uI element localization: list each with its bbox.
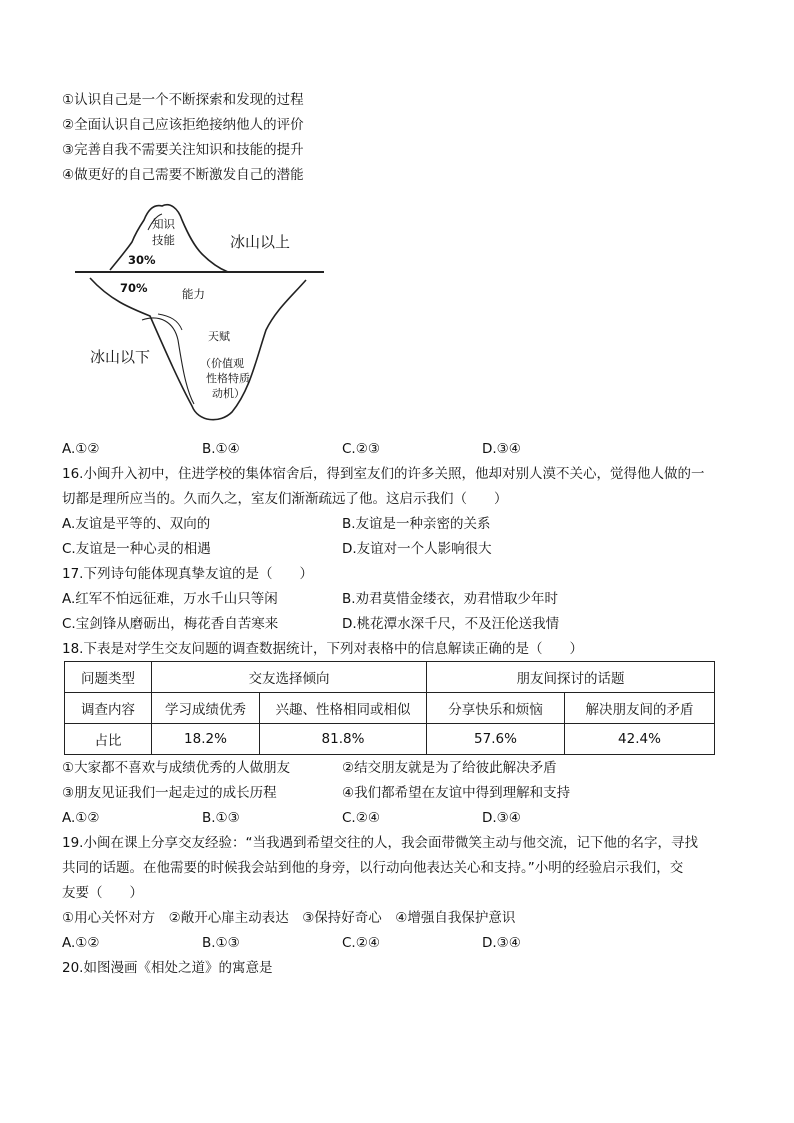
table-cell: 调查内容 bbox=[65, 693, 152, 724]
q16-option-a[interactable]: A.友谊是平等的、双向的 bbox=[62, 516, 211, 532]
survey-table bbox=[64, 661, 715, 755]
q19-statements: ①用心关怀对方 ②敞开心扉主动表达 ③保持好奇心 ④增强自我保护意识 bbox=[62, 910, 516, 926]
statement-4: ④做更好的自己需要不断激发自己的潜能 bbox=[62, 167, 304, 183]
q16-option-c[interactable]: C.友谊是一种心灵的相遇 bbox=[62, 541, 211, 557]
q19-stem-line-1: 19.小闽在课上分享交友经验：“当我遇到希望交往的人，我会面带微笑主动与他交流，记下他的名字，寻找 bbox=[62, 835, 698, 851]
q19-stem-line-2: 共同的话题。在他需要的时候我会站到他的身旁，以行动向他表达关心和支持。”小明的经验启示我们，交 bbox=[62, 860, 684, 876]
q18-option-a[interactable]: A.①② bbox=[62, 810, 100, 826]
q19-option-b[interactable]: B.①③ bbox=[202, 935, 240, 951]
label-motive: 动机） bbox=[212, 387, 245, 400]
table-cell: 问题类型 bbox=[65, 662, 152, 693]
q19-option-a[interactable]: A.①② bbox=[62, 935, 100, 951]
table-cell: 分享快乐和烦恼 bbox=[427, 693, 565, 724]
q15-option-b[interactable]: B.①④ bbox=[202, 441, 240, 457]
q20-stem: 20.如图漫画《相处之道》的寓意是 bbox=[62, 960, 273, 976]
statement-2: ②全面认识自己应该拒绝接纳他人的评价 bbox=[62, 117, 304, 133]
q18-statement-4: ④我们都希望在友谊中得到理解和支持 bbox=[342, 785, 571, 801]
q15-option-a[interactable]: A.①② bbox=[62, 441, 100, 457]
label-traits: 性格特质 bbox=[206, 372, 250, 385]
q19-option-d[interactable]: D.③④ bbox=[482, 935, 521, 951]
label-ability: 能力 bbox=[182, 287, 205, 301]
statement-3: ③完善自我不需要关注知识和技能的提升 bbox=[62, 142, 304, 158]
table-row bbox=[65, 693, 715, 724]
table-cell: 18.2% bbox=[152, 724, 260, 755]
table-row bbox=[65, 724, 715, 755]
q18-option-d[interactable]: D.③④ bbox=[482, 810, 521, 826]
label-skill: 技能 bbox=[152, 233, 175, 247]
q18-statement-3: ③朋友见证我们一起走过的成长历程 bbox=[62, 785, 277, 801]
table-cell: 57.6% bbox=[427, 724, 565, 755]
table-cell: 42.4% bbox=[565, 724, 715, 755]
label-knowledge: 知识 bbox=[152, 217, 175, 231]
q16-stem-line-2: 切都是理所应当的。久而久之，室友们渐渐疏远了他。这启示我们（ ） bbox=[62, 491, 508, 507]
iceberg-figure bbox=[70, 190, 340, 435]
q18-option-c[interactable]: C.②④ bbox=[342, 810, 380, 826]
q17-option-a[interactable]: A.红军不怕远征难，万水千山只等闲 bbox=[62, 591, 278, 607]
q18-statement-1: ①大家都不喜欢与成绩优秀的人做朋友 bbox=[62, 760, 291, 776]
label-below-iceberg: 冰山以下 bbox=[90, 348, 151, 366]
q18-statement-2: ②结交朋友就是为了给彼此解决矛盾 bbox=[342, 760, 557, 776]
q17-option-b[interactable]: B.劝君莫惜金缕衣，劝君惜取少年时 bbox=[342, 591, 559, 607]
q16-option-d[interactable]: D.友谊对一个人影响很大 bbox=[342, 541, 492, 557]
q17-stem: 17.下列诗句能体现真挚友谊的是（ ） bbox=[62, 566, 313, 582]
q15-option-c[interactable]: C.②③ bbox=[342, 441, 380, 457]
q19-option-c[interactable]: C.②④ bbox=[342, 935, 380, 951]
q17-option-d[interactable]: D.桃花潭水深千尺，不及汪伦送我情 bbox=[342, 616, 560, 632]
table-cell: 81.8% bbox=[260, 724, 427, 755]
label-values: （价值观 bbox=[200, 357, 244, 370]
q19-stem-line-3: 友要（ ） bbox=[62, 885, 143, 901]
label-pct-below: 70% bbox=[120, 281, 148, 295]
table-cell: 解决朋友间的矛盾 bbox=[565, 693, 715, 724]
table-cell: 学习成绩优秀 bbox=[152, 693, 260, 724]
q15-option-d[interactable]: D.③④ bbox=[482, 441, 521, 457]
table-row bbox=[65, 662, 715, 693]
table-cell: 交友选择倾向 bbox=[152, 662, 427, 693]
label-pct-above: 30% bbox=[128, 253, 156, 267]
q17-option-c[interactable]: C.宝剑锋从磨砺出，梅花香自苦寒来 bbox=[62, 616, 279, 632]
q18-stem: 18.下表是对学生交友问题的调查数据统计，下列对表格中的信息解读正确的是（ ） bbox=[62, 641, 583, 657]
q16-option-b[interactable]: B.友谊是一种亲密的关系 bbox=[342, 516, 491, 532]
label-talent: 天赋 bbox=[208, 330, 230, 343]
iceberg-inner-detail bbox=[158, 314, 182, 330]
table-cell: 朋友间探讨的话题 bbox=[427, 662, 715, 693]
table-cell: 兴趣、性格相同或相似 bbox=[260, 693, 427, 724]
q16-stem-line-1: 16.小闽升入初中，住进学校的集体宿舍后，得到室友们的许多关照，他却对别人漠不关心，觉得他人做的一 bbox=[62, 466, 705, 482]
label-above-iceberg: 冰山以上 bbox=[230, 233, 291, 251]
statement-1: ①认识自己是一个不断探索和发现的过程 bbox=[62, 92, 304, 108]
table-cell: 占比 bbox=[65, 724, 152, 755]
q18-option-b[interactable]: B.①③ bbox=[202, 810, 240, 826]
